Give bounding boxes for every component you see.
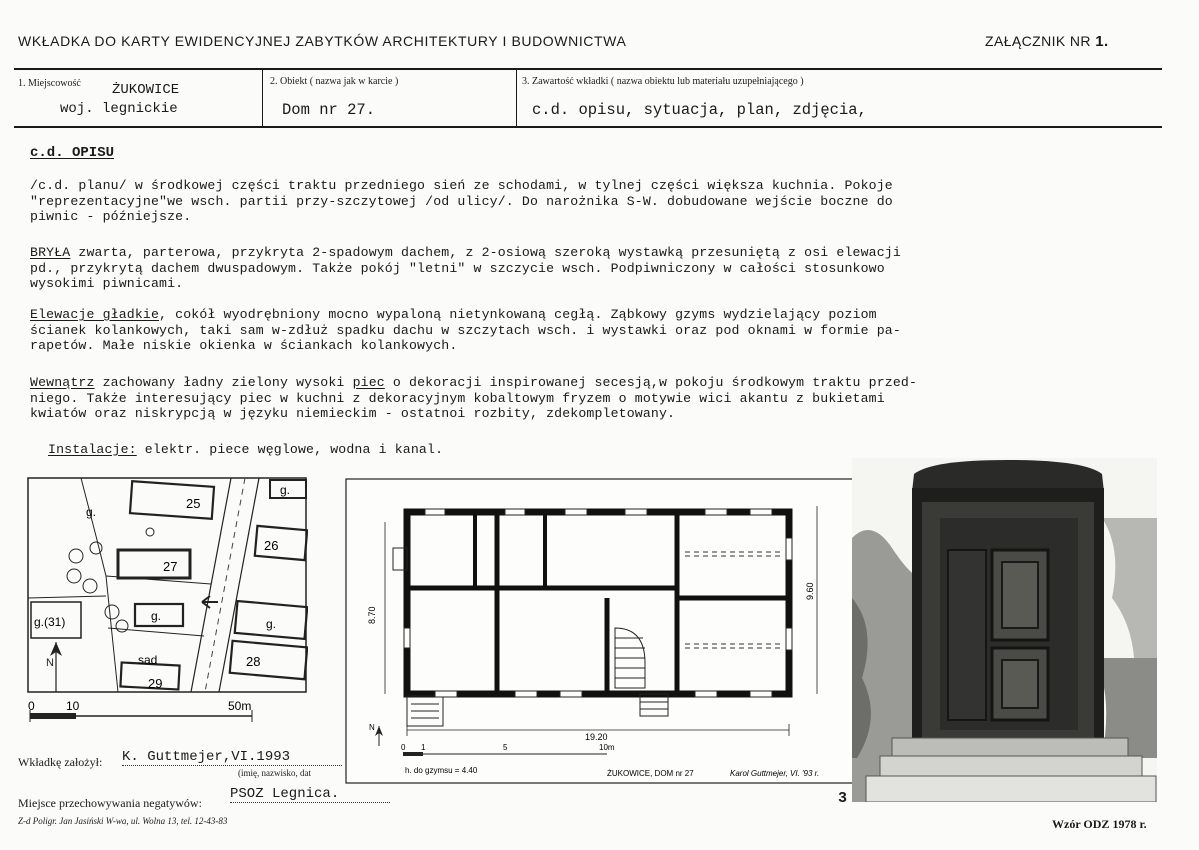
field-divider-2	[516, 69, 517, 126]
site-map-lot-label: 25	[186, 496, 201, 511]
plan-caption: ŻUKOWICE, DOM nr 27	[607, 769, 694, 778]
printer-info: Z-d Poligr. Jan Jasiński W-wa, ul. Wolna 13, tel. 12-43-83	[18, 816, 228, 826]
created-by-label: Wkładkę założył:	[18, 755, 103, 769]
instalacje-lead: Instalacje:	[48, 442, 137, 457]
attachment-value: 1.	[1095, 33, 1109, 50]
content-value: c.d. opisu, sytuacja, plan, zdjęcia,	[532, 101, 867, 119]
door-photo	[852, 458, 1157, 802]
site-map-lot-label: 28	[246, 654, 261, 669]
bryla-lead: BRYŁA	[30, 245, 71, 260]
site-map	[26, 476, 308, 724]
plan-dim-depth-left: 8.70	[367, 606, 377, 624]
site-map-lot-label: 29	[148, 676, 163, 691]
site-map-scale-label: 50m	[228, 699, 252, 713]
document-title: WKŁADKA DO KARTY EWIDENCYJNEJ ZABYTKÓW ARCHITEKTURY I BUDOWNICTWA	[18, 33, 627, 49]
content-label: 3. Zawartość wkładki ( nazwa obiektu lub materiału uzupełniającego )	[522, 76, 804, 87]
wnetrze-lead: Wewnątrz	[30, 375, 95, 390]
site-map-lot-label: 26	[264, 538, 279, 553]
paragraph-elewacje	[30, 307, 1190, 354]
section-heading: c.d. OPISU	[30, 145, 115, 161]
site-map-lot-label: g.	[266, 617, 277, 631]
locality-value: ŻUKOWICE	[112, 82, 180, 98]
paragraph-instalacje	[48, 442, 1199, 458]
plan-scale-label: 10m	[599, 743, 615, 752]
paragraph-wnetrze	[30, 375, 1190, 422]
negatives-storage-value: PSOZ Legnica.	[230, 786, 390, 803]
paragraph-bryla	[30, 245, 1190, 292]
plan-scale-label: 0	[401, 743, 406, 752]
site-map-lot-label: g.	[86, 505, 97, 519]
object-value: Dom nr 27.	[282, 101, 376, 119]
floor-plan	[345, 478, 855, 784]
elewacje-text: , cokół wyodrębniony mocno wypaloną nietynkowaną cegłą. Ząbkowy gzyms wydzielający poziom ścianek kolankowych, taki sam w-zdłuż spadku dachu w szczytach wsch. i wystawki oraz pod oknami w formie pa- rapetów. Małe niskie okienka w ściankach kolankowych.	[30, 307, 901, 354]
site-map-lot-label: sad	[138, 653, 158, 667]
plan-scale-label: 1	[421, 743, 426, 752]
wnetrze-piec: piec	[352, 375, 385, 390]
attachment-label: ZAŁĄCZNIK NR	[985, 33, 1091, 49]
plan-north: N	[369, 723, 375, 732]
elewacje-lead: Elewacje gładkie	[30, 307, 160, 322]
photo-number: 3	[838, 790, 848, 807]
plan-dim-width: 19.20	[585, 732, 608, 742]
plan-cornice-height: h. do gzymsu = 4.40	[405, 766, 478, 775]
site-map-lot-label: g.(31)	[34, 615, 66, 629]
wnetrze-text-b: o dekoracji inspirowanej secesją,w pokoju środkowym traktu przed- niego. Także interesujący piec w kuchni z dekoracyjnym kobaltowym fryzem o motywie wici akantu z bukietami kwiatów oraz niskrypcją w języku niemieckim - ostatnoi rozbity, zdekompletowany.	[30, 375, 918, 422]
site-map-north: N	[46, 657, 54, 669]
field-divider-1	[262, 69, 263, 126]
site-map-lot-label: 27	[163, 559, 178, 574]
site-map-lot-label: g.	[151, 609, 162, 623]
created-by-value: K. Guttmejer,VI.1993	[122, 749, 342, 766]
locality-label: 1. Miejscowość	[18, 78, 81, 89]
header-rule-top	[14, 68, 1162, 70]
form-number: Wzór ODZ 1978 r.	[1052, 817, 1147, 831]
bryla-text: zwarta, parterowa, przykryta 2-spadowym dachem, z 2-osiową szeroką wystawką przesuniętą z osi elewacji pd., przykrytą dachem dwuspadowym. Także pokój "letni" w szczycie wsch. Podpiwniczony w całości stosunkowo wysokimi piwnicami.	[30, 245, 901, 292]
site-map-lot-label: g.	[280, 483, 291, 497]
plan-author: Karol Guttmejer, VI. '93 r.	[730, 769, 820, 778]
site-map-scale-label: 0	[28, 699, 35, 713]
plan-dim-depth-right: 9.60	[805, 582, 815, 600]
paragraph-plan: /c.d. planu/ w środkowej części traktu przedniego sień ze schodami, w tylnej części większa kuchnia. Pokoje "reprezentacyjne"we wsch. partii przy-szczytowej /od ulicy/. Do narożnika S-W. dobudowane wejście boczne do piwnic - późniejsze.	[30, 178, 893, 225]
negatives-storage-label: Miejsce przechowywania negatywów:	[18, 796, 202, 810]
header-rule-bottom	[14, 126, 1162, 128]
plan-scale-label: 5	[503, 743, 508, 752]
object-label: 2. Obiekt ( nazwa jak w karcie )	[270, 76, 399, 87]
voivodeship-value: woj. legnickie	[60, 101, 178, 117]
created-by-hint: (imię, nazwisko, dat	[238, 768, 311, 778]
wnetrze-text-a: zachowany ładny zielony wysoki	[94, 375, 353, 390]
attachment-number	[985, 33, 1109, 50]
instalacje-text: elektr. piece węglowe, wodna i kanal.	[136, 442, 444, 457]
site-map-scale-label: 10	[66, 699, 80, 713]
